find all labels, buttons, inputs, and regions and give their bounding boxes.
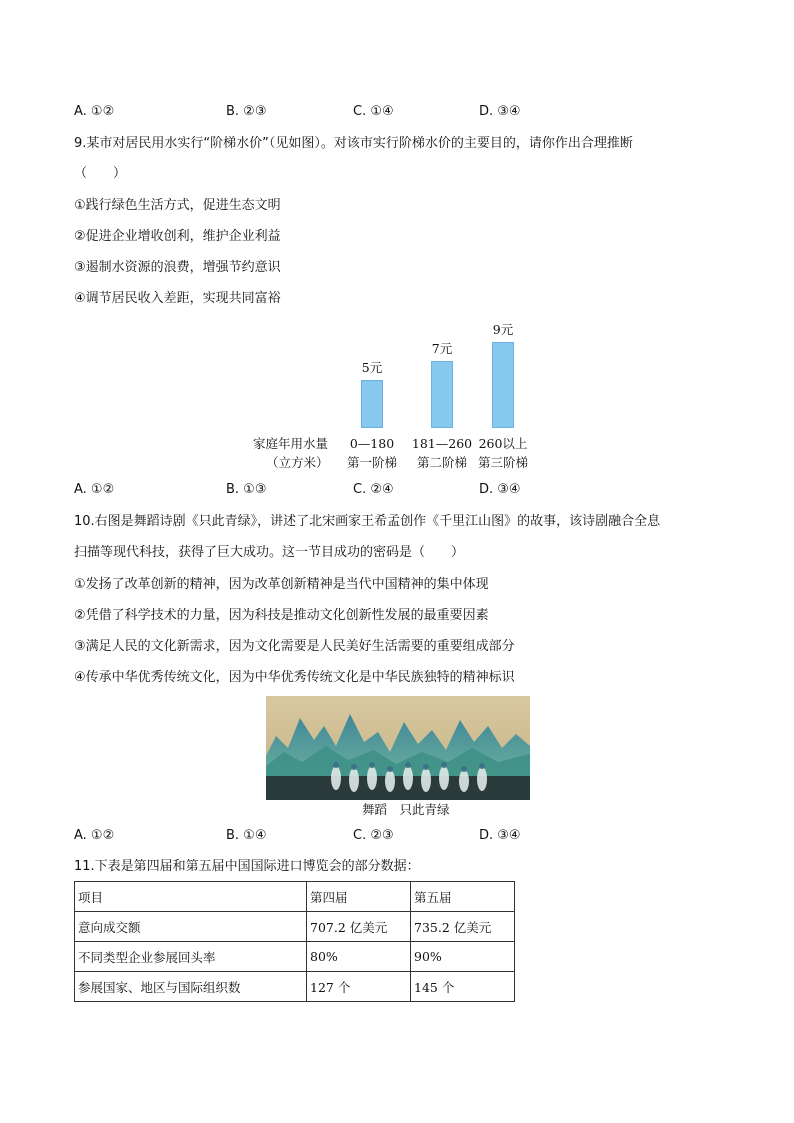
table-cell: 意向成交额	[75, 912, 307, 942]
table-cell: 90%	[411, 942, 515, 972]
table-cell: 不同类型企业参展回头率	[75, 942, 307, 972]
q10-statement-2: ②凭借了科学技术的力量，因为科技是推动文化创新性发展的最重要因素	[74, 608, 489, 623]
q9-answer-paren: （ ）	[74, 166, 127, 181]
q9-option-b: B. ①③	[226, 482, 267, 497]
q8-option-a: A. ①②	[74, 104, 115, 119]
q10-option-d: D. ③④	[479, 828, 521, 843]
table-header-cell: 第五届	[411, 882, 515, 912]
q10-option-a: A. ①②	[74, 828, 115, 843]
q10-statement-3: ③满足人民的文化新需求，因为文化需要是人民美好生活需要的重要组成部分	[74, 639, 515, 654]
q9-option-c: C. ②④	[353, 482, 394, 497]
table-cell: 参展国家、地区与国际组织数	[75, 972, 307, 1002]
q9-stem: 9.某市对居民用水实行“阶梯水价”（见如图）。对该市实行阶梯水价的主要目的，请你作出合理推断	[74, 136, 633, 151]
table-row	[75, 912, 515, 942]
q8-option-c: C. ①④	[353, 104, 394, 119]
chart-x-label: 家庭年用水量	[253, 436, 329, 451]
table-cell: 80%	[307, 942, 411, 972]
table-cell: 707.2 亿美元	[307, 912, 411, 942]
chart-x-unit: （立方米）	[266, 455, 329, 470]
chart-tier-label: 第二阶梯	[416, 455, 468, 470]
expo-data-table	[74, 881, 515, 1002]
chart-category-label: 0—180	[349, 436, 395, 451]
table-header-cell: 第四届	[307, 882, 411, 912]
chart-category-label: 181—260	[411, 436, 473, 451]
q9-option-a: A. ①②	[74, 482, 115, 497]
q10-option-b: B. ①④	[226, 828, 267, 843]
q8-option-b: B. ②③	[226, 104, 267, 119]
table-header-cell: 项目	[75, 882, 307, 912]
chart-tier-label: 第三阶梯	[477, 455, 529, 470]
photo-caption: 舞蹈 只此青绿	[362, 802, 450, 817]
landscape-painting-image	[266, 696, 530, 800]
q9-statement-2: ②促进企业增收创利，维护企业利益	[74, 229, 281, 244]
q10-stem-line-2: 扫描等现代科技，获得了巨大成功。这一节目成功的密码是（ ）	[74, 545, 465, 560]
chart-value-label: 7元	[431, 340, 453, 356]
q10-statement-1: ①发扬了改革创新的精神，因为改革创新精神是当代中国精神的集中体现	[74, 577, 489, 592]
q10-option-c: C. ②③	[353, 828, 394, 843]
table-cell: 145 个	[411, 972, 515, 1002]
chart-category-label: 260以上	[478, 436, 528, 451]
q9-statement-1: ①践行绿色生活方式，促进生态文明	[74, 198, 281, 213]
table-cell: 735.2 亿美元	[411, 912, 515, 942]
table-cell: 127 个	[307, 972, 411, 1002]
dance-stage-photo	[266, 696, 530, 800]
chart-bar	[492, 342, 514, 428]
q9-statement-3: ③遏制水资源的浪费，增强节约意识	[74, 260, 281, 275]
q11-stem: 11.下表是第四届和第五届中国国际进口博览会的部分数据：	[74, 859, 420, 874]
chart-bar	[431, 361, 453, 428]
q9-option-d: D. ③④	[479, 482, 521, 497]
q10-stem-line-1: 10.右图是舞蹈诗剧《只此青绿》，讲述了北宋画家王希孟创作《千里江山图》的故事，该诗剧融合全息	[74, 514, 661, 529]
q10-statement-4: ④传承中华优秀传统文化，因为中华优秀传统文化是中华民族独特的精神标识	[74, 670, 515, 685]
table-row	[75, 972, 515, 1002]
chart-value-label: 9元	[492, 321, 514, 337]
chart-tier-label: 第一阶梯	[346, 455, 398, 470]
q9-statement-4: ④调节居民收入差距，实现共同富裕	[74, 291, 281, 306]
q8-option-d: D. ③④	[479, 104, 521, 119]
table-header-row	[75, 882, 515, 912]
chart-bar	[361, 380, 383, 428]
table-row	[75, 942, 515, 972]
chart-value-label: 5元	[361, 360, 383, 375]
